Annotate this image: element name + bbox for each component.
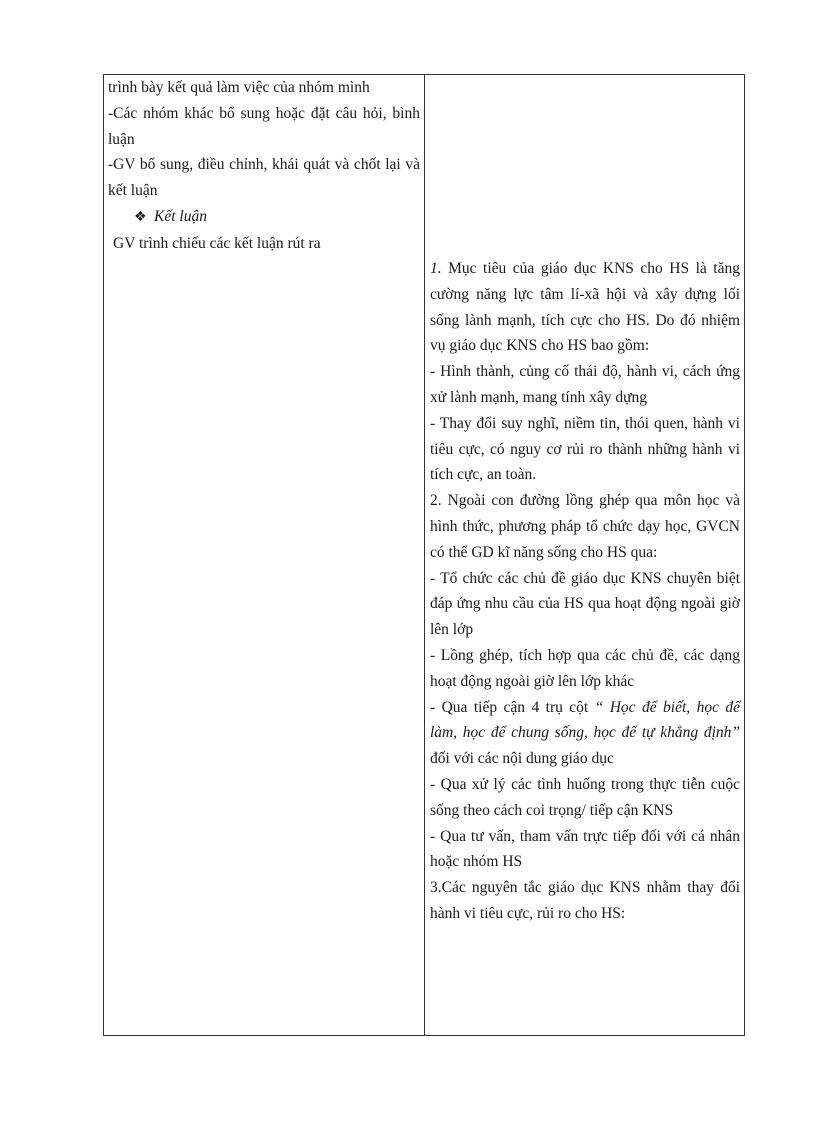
right-column [430, 256, 740, 927]
paragraph-2-item: - Qua tư vấn, tham vấn trực tiếp đối với cá nhân hoặc nhóm HS [430, 827, 740, 871]
paragraph-1-number: 1. [430, 260, 442, 277]
conclusion-heading [108, 204, 420, 231]
pillars-suffix: đối với các nội dung giáo dục [430, 750, 614, 768]
conclusion-text: GV trình chiếu các kết luận rút ra [113, 234, 321, 252]
diamond-bullet-icon: ❖ [134, 209, 147, 225]
paragraph-2-item: - Tổ chức các chủ đề giáo dục KNS chuyên biệt đáp ứng nhu cầu của HS qua hoạt động ngoài giờ lên lớp [430, 569, 740, 639]
paragraph-1-item: - Thay đổi suy nghĩ, niềm tin, thói quen, hành vi tiêu cực, có nguy cơ rủi ro thành những hành vi tích cực, an toàn. [430, 414, 740, 484]
paragraph-1-item: - Hình thành, củng cố thái độ, hành vi, cách ứng xử lành mạnh, mang tính xây dựng [430, 363, 740, 406]
paragraph-3: 3.Các nguyên tắc giáo dục KNS nhằm thay đổi hành vi tiêu cực, rủi ro cho HS: [430, 879, 740, 922]
paragraph-1 [430, 256, 740, 359]
pillars-quote: “ Học để biết, học để làm, học để chung sống, học để tự khẳng định” [430, 698, 741, 742]
paragraph-2: 2. Ngoài con đường lồng ghép qua môn học và hình thức, phương pháp tổ chức dạy học, GVCN có thể GD kĩ năng sống cho HS qua: [430, 492, 740, 561]
paragraph-1-text: Mục tiêu của giáo dục KNS cho HS là tăng cường năng lực tâm lí-xã hội và xây dựng lối sống lành mạnh, tích cực cho HS. Do đó nhiệm vụ giáo dục KNS cho HS bao gồm: [430, 260, 740, 355]
left-line-1: trình bày kết quả làm việc của nhóm mình [108, 79, 370, 96]
pillars-prefix: - Qua tiếp cận 4 trụ cột [430, 698, 595, 716]
paragraph-2-item: - Qua xử lý các tình huống trong thực tiễn cuộc sống theo cách coi trọng/ tiếp cận KNS [430, 775, 740, 819]
left-column [108, 75, 420, 257]
left-line-2: -Các nhóm khác bổ sung hoặc đặt câu hỏi, bình luận [108, 104, 420, 148]
paragraph-2-item: - Lồng ghép, tích hợp qua các chủ đề, các dạng hoạt động ngoài giờ lên lớp khác [430, 646, 740, 690]
column-divider [424, 75, 425, 1035]
conclusion-heading-text: Kết luận [154, 207, 207, 225]
left-line-3: -GV bổ sung, điều chỉnh, khái quát và chốt lại và kết luận [108, 156, 420, 200]
pillars-item [430, 695, 740, 772]
content-table [103, 74, 745, 1036]
